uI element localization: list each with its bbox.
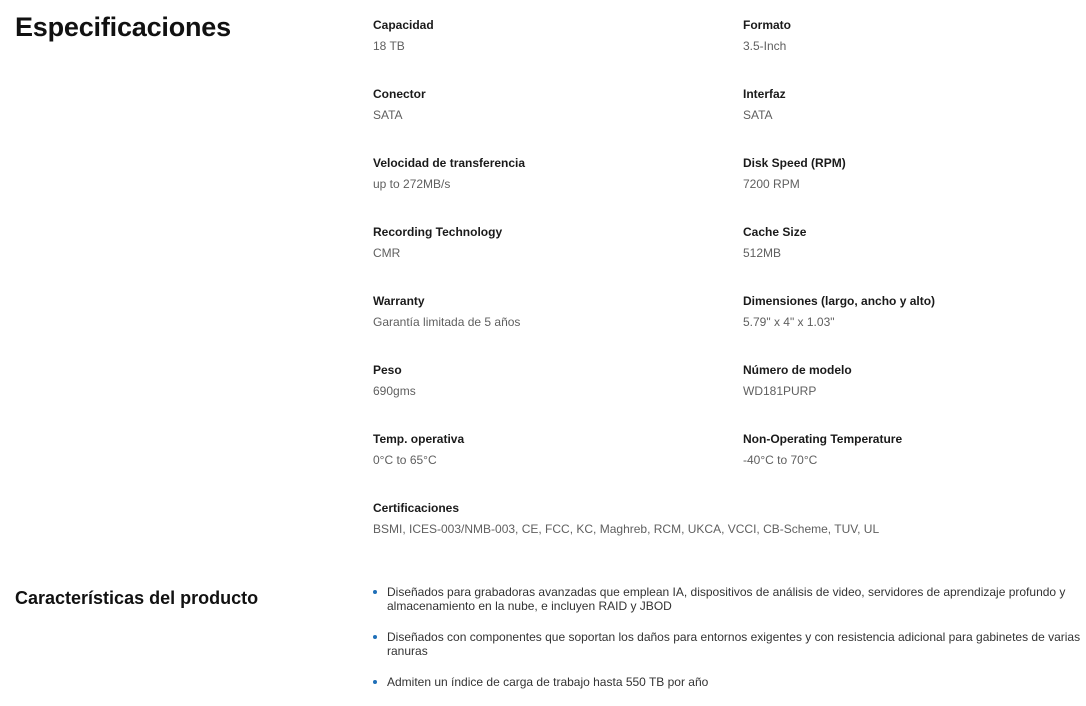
spec-label: Temp. operativa [373,432,465,446]
product-features-list [373,585,1081,706]
spec-value: 7200 RPM [743,177,800,191]
spec-value: CMR [373,246,401,260]
spec-model-number [743,361,1086,430]
bullet-dot-icon [373,635,377,639]
spec-value: 512MB [743,246,782,260]
spec-value: 5.79" x 4" x 1.03" [743,315,835,329]
spec-label: Número de modelo [743,363,852,377]
spec-disk-speed [743,154,1086,223]
spec-label: Velocidad de transferencia [373,156,526,170]
spec-value: 690gms [373,384,416,398]
feature-item [373,585,1081,613]
spec-label: Dimensiones (largo, ancho y alto) [743,294,936,308]
spec-value: BSMI, ICES-003/NMB-003, CE, FCC, KC, Maghreb, RCM, UKCA, VCCI, CB-Scheme, TUV, UL [373,522,880,536]
spec-value: Garantía limitada de 5 años [373,315,521,329]
feature-item [373,630,1081,658]
spec-value: 3.5-Inch [743,39,787,53]
spec-label: Peso [373,363,402,377]
specifications-grid [373,16,1086,568]
spec-form-factor [743,16,1086,85]
feature-text: Admiten un índice de carga de trabajo hasta 550 TB por año [387,675,709,689]
feature-text: Diseñados para grabadoras avanzadas que emplean IA, dispositivos de análisis de video, servidores de aprendizaje profundo y almacenamiento en la nube, e incluyen RAID y JBOD [387,585,1066,613]
spec-value: up to 272MB/s [373,177,451,191]
spec-value: WD181PURP [743,384,817,398]
spec-label: Cache Size [743,225,807,239]
spec-label: Certificaciones [373,501,460,515]
spec-label: Disk Speed (RPM) [743,156,846,170]
product-features-title: Características del producto [15,588,259,608]
spec-label: Formato [743,18,791,32]
spec-label: Capacidad [373,18,434,32]
spec-warranty [373,292,743,361]
spec-certifications [373,499,1086,568]
spec-non-operating-temperature [743,430,1086,499]
spec-label: Warranty [373,294,425,308]
spec-operating-temperature [373,430,743,499]
spec-label: Recording Technology [373,225,503,239]
spec-capacity [373,16,743,85]
bullet-dot-icon [373,680,377,684]
spec-connector [373,85,743,154]
spec-dimensions [743,292,1086,361]
spec-label: Non-Operating Temperature [743,432,903,446]
spec-label: Conector [373,87,426,101]
spec-transfer-rate [373,154,743,223]
bullet-dot-icon [373,590,377,594]
spec-cache-size [743,223,1086,292]
spec-value: SATA [373,108,403,122]
feature-text: Diseñados con componentes que soportan los daños para entornos exigentes y con resistencia adicional para gabinetes de varias ranuras [387,630,1081,658]
spec-value: -40°C to 70°C [743,453,818,467]
feature-item [373,675,1081,689]
spec-recording-technology [373,223,743,292]
spec-value: SATA [743,108,773,122]
spec-label: Interfaz [743,87,786,101]
spec-value: 18 TB [373,39,405,53]
spec-weight [373,361,743,430]
spec-value: 0°C to 65°C [373,453,437,467]
spec-interface [743,85,1086,154]
specifications-title: Especificaciones [15,12,231,42]
